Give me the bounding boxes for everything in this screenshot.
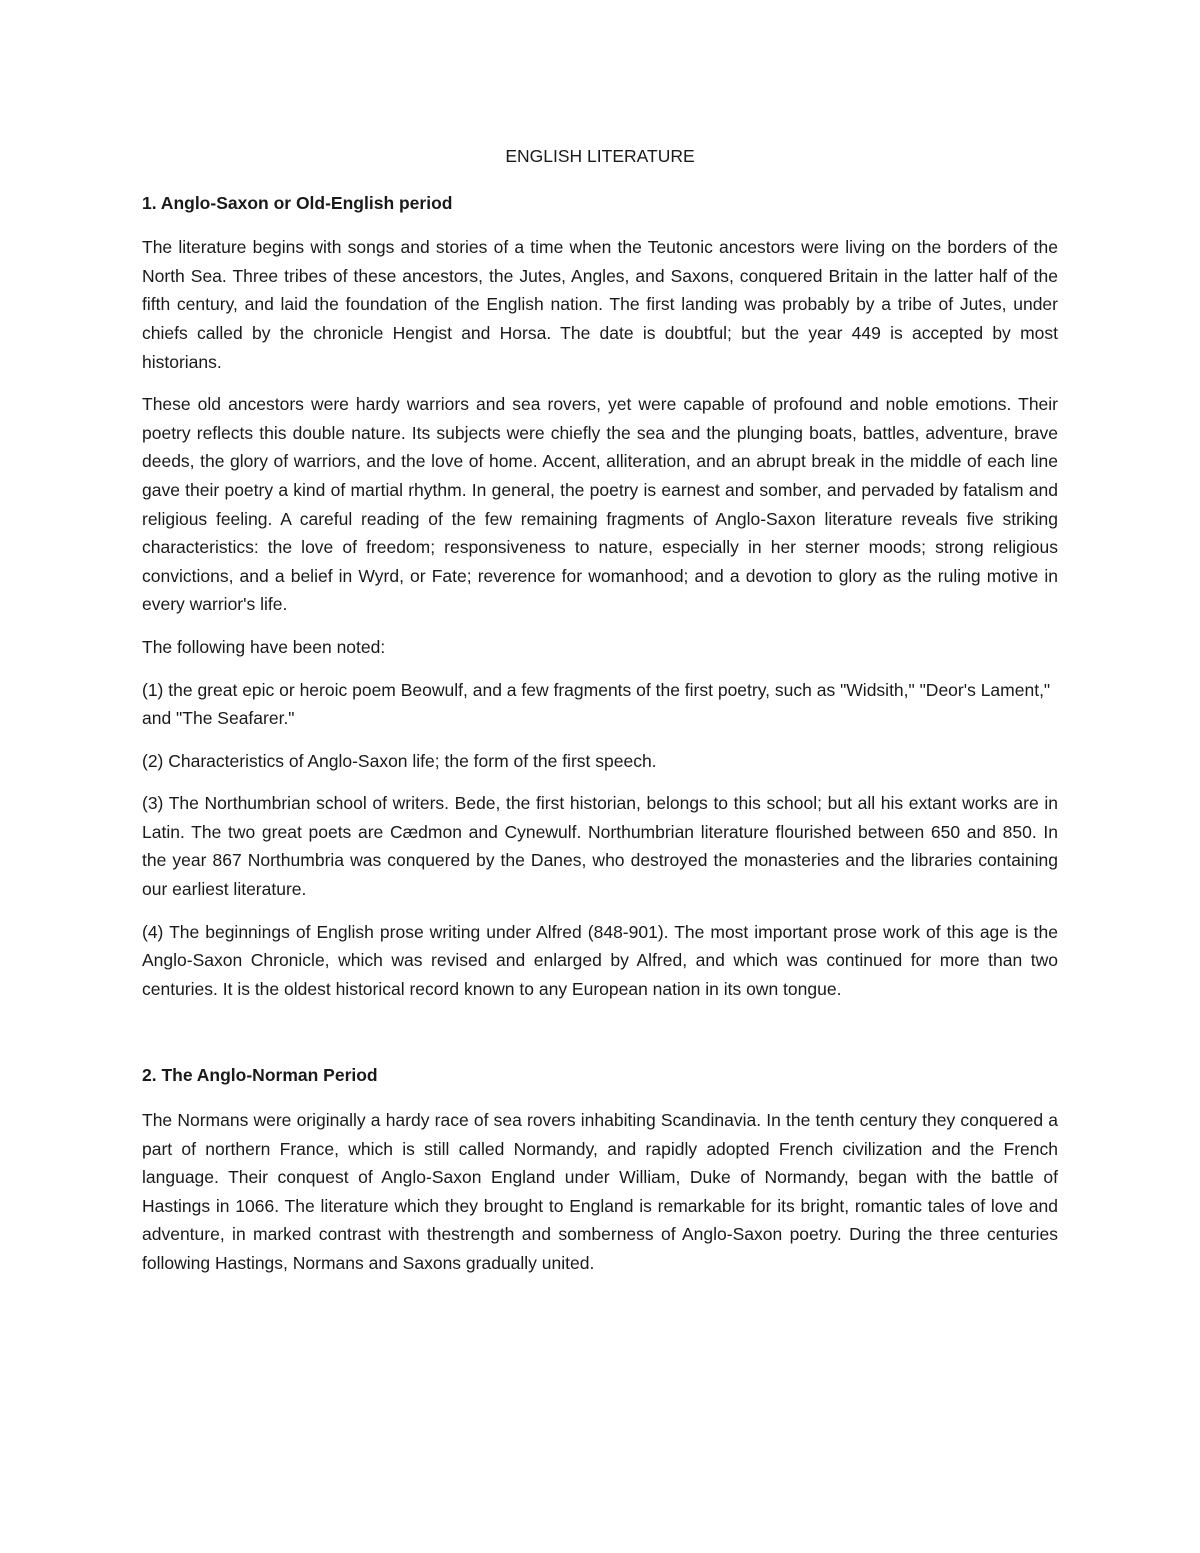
paragraph-item-4: (4) The beginnings of English prose writing under Alfred (848-901). The most important prose work of this age is the Anglo-Saxon Chronicle, which was revised and enlarged by Alfred, and which was continued for more than two centuries. It is the oldest historical record known to any European nation in its own tongue. <box>142 921 1058 999</box>
document-page <box>142 142 1058 1292</box>
section-spacer <box>142 1017 1058 1061</box>
section-anglo-saxon <box>142 189 1058 1004</box>
paragraph-origins: The literature begins with songs and stories of a time when the Teutonic ancestors were living on the borders of the North Sea. Three tribes of these ancestors, the Jutes, Angles, and Saxons, conquered Britain in the latter half of the fifth century, and laid the foundation of the English nation. The first landing was probably by a tribe of Jutes, under chiefs called by the chronicle Hengist and Horsa. The date is doubtful; but the year 449 is accepted by most historians. <box>142 237 1058 372</box>
paragraph-normans: The Normans were originally a hardy race of sea rovers inhabiting Scandinavia. In the tenth century they conquered a part of northern France, which is still called Normandy, and rapidly adopted French civilization and the French language. Their conquest of Anglo-Saxon England under William, Duke of Normandy, began with the battle of Hastings in 1066. The literature which they brought to England is remarkable for its bright, romantic tales of love and adventure, in marked contrast with thestrength and somberness of Anglo-Saxon poetry. During the three centuries following Hastings, Normans and Saxons gradually united. <box>142 1110 1058 1273</box>
paragraph-ancestors: These old ancestors were hardy warriors and sea rovers, yet were capable of profound and noble emotions. Their poetry reflects this double nature. Its subjects were chiefly the sea and the plunging boats, battles, adventure, brave deeds, the glory of warriors, and the love of home. Accent, alliteration, and an abrupt break in the middle of each line gave their poetry a kind of martial rhythm. In general, the poetry is earnest and somber, and pervaded by fatalism and religious feeling. A careful reading of the few remaining fragments of Anglo-Saxon literature reveals five striking characteristics: the love of freedom; responsiveness to nature, especially in her sterner moods; strong religious convictions, and a belief in Wyrd, or Fate; reverence for womanhood; and a devotion to glory as the ruling motive in every warrior's life. <box>142 394 1058 615</box>
section-heading: 2. The Anglo-Norman Period <box>142 1065 378 1086</box>
section-heading: 1. Anglo-Saxon or Old-English period <box>142 192 453 213</box>
paragraph-item-2: (2) Characteristics of Anglo-Saxon life; the form of the first speech. <box>142 750 657 771</box>
paragraph-item-3: (3) The Northumbrian school of writers. Bede, the first historian, belongs to this school; but all his extant works are in Latin. The two great poets are Cædmon and Cynewulf. Northumbrian literature flourished between 650 and 850. In the year 867 Northumbria was conquered by the Danes, who destroyed the monasteries and the libraries containing our earliest literature. <box>142 793 1058 900</box>
document-title: ENGLISH LITERATURE <box>505 146 695 166</box>
paragraph-noted-intro: The following have been noted: <box>142 636 386 657</box>
section-anglo-norman <box>142 1061 1058 1277</box>
paragraph-item-1: (1) the great epic or heroic poem Beowulf, and a few fragments of the first poetry, such as "Widsith," "Deor's Lament," and "The Seafarer." <box>142 679 1051 729</box>
